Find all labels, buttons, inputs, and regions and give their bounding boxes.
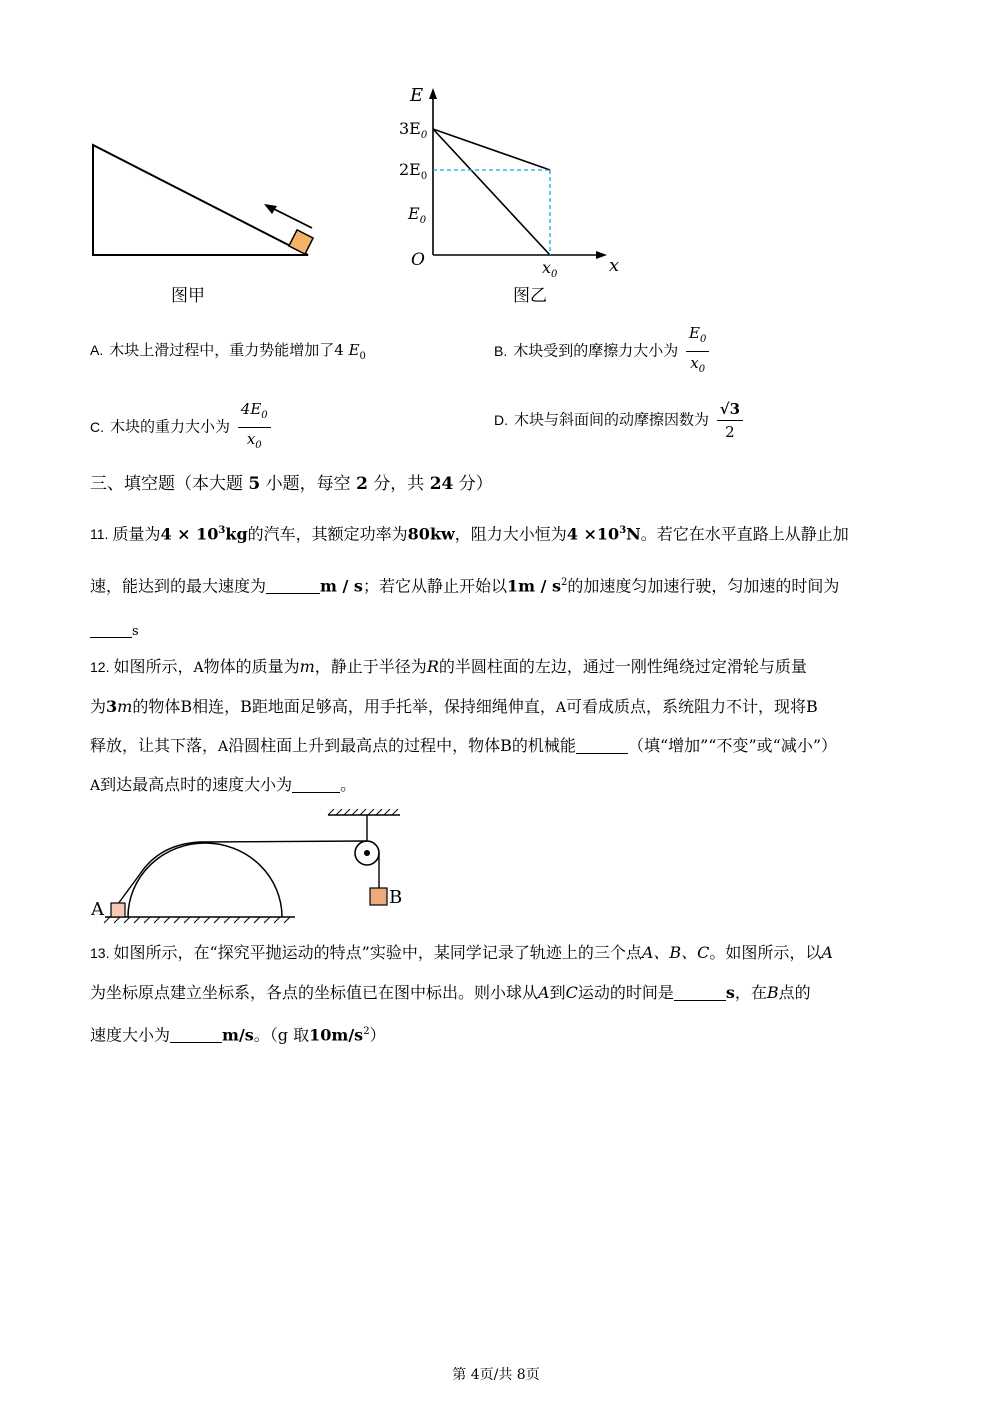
q11-answer-blank-1[interactable] <box>266 577 320 594</box>
origin-label: O <box>411 250 425 270</box>
fraction-c: $\frac{4E_0}{x_0}$ <box>238 400 271 455</box>
tick-x0: $x_0$ <box>542 258 558 281</box>
fraction-b: $\frac{E_0}{x_0}$ <box>686 324 709 379</box>
block-b <box>370 888 387 905</box>
x-axis-arrow-icon <box>596 251 607 259</box>
q12-line4: A到达最高点时的速度大小为 。 <box>90 775 357 794</box>
figure-energy-graph <box>395 85 635 280</box>
q12-answer-blank-2[interactable] <box>292 776 340 793</box>
wood-block <box>289 230 313 254</box>
q13-line2: 为坐标原点建立坐标系，各点的坐标值已在图中标出。则小球从A到C运动的时间是 s，在B点的 <box>90 983 811 1002</box>
tick-3e0: $3E_0$ <box>399 119 428 142</box>
block-a <box>111 903 125 917</box>
q13-line3: 速度大小为 m/s。（g 取$10m/s^2$） <box>90 1025 386 1045</box>
figure-energy-caption: 图乙 <box>513 286 547 306</box>
pulley-axle-icon <box>364 850 370 856</box>
option-c[interactable]: C. 木块的重力大小为 $\frac{4E_0}{x_0}$ <box>90 400 271 455</box>
q11-line1: 11. 质量为$4 \times 10^3kg$的汽车，其额定功率为80kw，阻力大小恒为$4 \times 10^3N$。若它在水平直路上从静止加 <box>90 524 849 544</box>
ground-hatch <box>104 917 295 923</box>
x-axis-label: x <box>609 255 620 276</box>
page-number: 第 4页/共 8页 <box>452 1367 540 1383</box>
section-title: 三、填空题（本大题 5 小题，每空 2 分，共 24 分） <box>90 474 493 494</box>
fig12-label-a: A <box>91 899 104 920</box>
option-b[interactable]: B. 木块受到的摩擦力大小为 $\frac{E_0}{x_0}$ <box>494 324 709 379</box>
incline-triangle <box>93 145 308 255</box>
figure-incline <box>80 130 330 270</box>
e-axis-label: E <box>410 85 424 106</box>
figure-incline-caption: 图甲 <box>171 286 205 306</box>
motion-arrow-icon <box>264 204 312 228</box>
line-mechanical-energy <box>433 129 550 170</box>
q12-line1: 12. 如图所示，A物体的质量为m，静止于半径为R的半圆柱面的左边，通过一刚性绳绕过定滑轮与质量 <box>90 657 807 676</box>
fig12-label-b: B <box>389 887 403 908</box>
line-kinetic-energy <box>433 129 550 255</box>
q12-answer-blank-1[interactable] <box>576 737 628 754</box>
q11-line2: 速，能达到的最大速度为 m / s；若它从静止开始以$1m / s^2$的加速度匀加速行驶，匀加速的时间为 <box>90 576 840 596</box>
tick-2e0: $2E_0$ <box>399 160 428 183</box>
option-a[interactable]: A. 木块上滑过程中，重力势能增加了4 $E_0$ <box>90 341 366 362</box>
q11-answer-blank-2[interactable] <box>90 621 132 638</box>
figure-pulley-cylinder <box>90 806 420 926</box>
half-cylinder <box>128 843 282 917</box>
tick-e0: $E_0$ <box>408 204 427 227</box>
ceiling-hatch <box>328 809 400 815</box>
option-d[interactable]: D. 木块与斜面间的动摩擦因数为 $\frac{√3}{2}$ <box>494 400 743 441</box>
q13-answer-blank-2[interactable] <box>170 1026 222 1043</box>
q12-line3: 释放，让其下落，A沿圆柱面上升到最高点的过程中，物体B的机械能 （填“增加”“不变”或“减小”） <box>90 736 838 755</box>
e-axis-arrow-icon <box>429 88 437 99</box>
fraction-d: $\frac{√3}{2}$ <box>717 400 743 441</box>
q13-line1: 13. 如图所示，在“探究平抛运动的特点”实验中，某同学记录了轨迹上的三个点A、B、C。如图所示，以A <box>90 943 833 962</box>
rope <box>118 841 367 904</box>
q13-answer-blank-1[interactable] <box>674 984 726 1001</box>
q12-line2: 为3m的物体B相连，B距地面足够高，用手托举，保持细绳伸直，A可看成质点，系统阻力不计，现将B <box>90 697 818 716</box>
q11-line3: s <box>90 620 139 642</box>
